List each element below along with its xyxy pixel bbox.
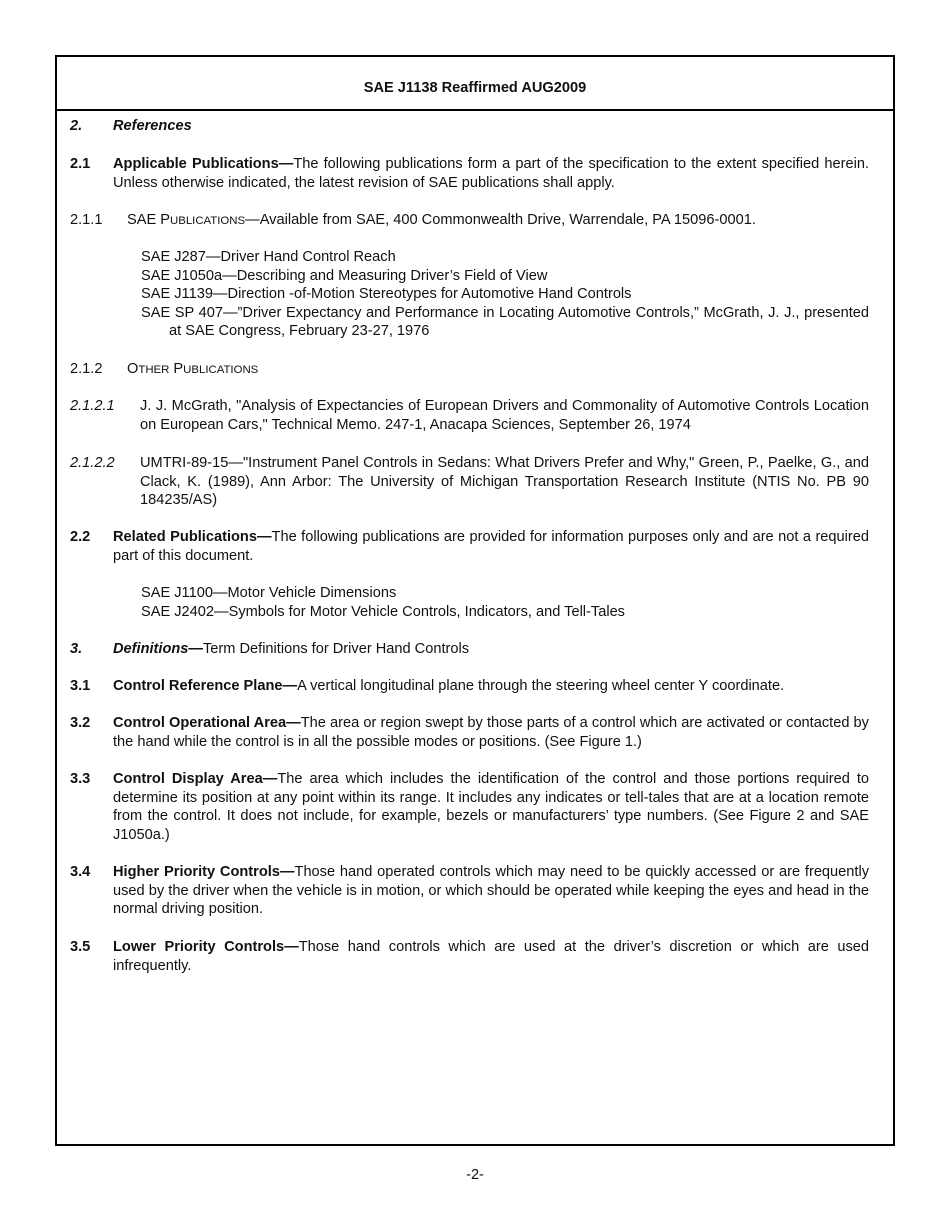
related-publications-list [141,584,869,621]
section-2-1-2-1: 2.1.2.1 J. J. McGrath, "Analysis of Expectancies of European Drivers and Commonality of Automotive Controls Location on European Cars," Technical Memo. 247-1, Anacapa Sciences, September 26, 1974 [70,398,869,433]
list-item: SAE J1139—Direction -of-Motion Stereotypes for Automotive Hand Controls [141,286,632,303]
document-title: SAE J1138 Reaffirmed AUG2009 [363,79,587,96]
list-item: SAE J287—Driver Hand Control Reach [141,249,396,265]
section-body: The area which includes the identification of the control and those portions required to determine its position at any point within its range. It includes any indicates or tell-tales that are at a location remote from the control. It does not include, for example, bezels or manufacturers’ type numbers. (See Figure 2 and SAE J1050a.) [113,771,869,843]
section-body: Term Definitions for Driver Hand Controls [203,641,470,657]
section-body: A vertical longitudinal plane through the steering wheel center Y coordinate. [297,678,785,694]
section-title: Lower Priority Controls— [113,939,299,955]
section-3-5: 3.5 Lower Priority Controls—Those hand controls which are used at the driver’s discretion or which are used infrequently. [70,939,870,974]
section-2-1-1: 2.1.1 SAE PUBLICATIONS—Available from SAE, 400 Commonwealth Drive, Warrendale, PA 15096-0001. [70,212,756,228]
section-title: Related Publications— [113,529,272,545]
section-body: —Available from SAE, 400 Commonwealth Drive, Warrendale, PA 15096-0001. [245,212,756,228]
document-header [57,57,893,111]
small-caps-cap: SAE P [127,212,170,228]
section-3-4: 3.4 Higher Priority Controls—Those hand operated controls which may need to be quickly accessed or are frequently used by the driver when the vehicle is in motion, or which should be operated while keeping the eyes and head in the normal driving position. [70,864,869,918]
section-2-1-2: 2.1.2 OTHER PUBLICATIONS [70,361,259,377]
list-item: SAE SP 407—”Driver Expectancy and Performance in Locating Automotive Controls,” McGrath, J. J., presented at SAE Congress, February 23-27, 1976 [141,304,869,340]
list-item: SAE J1050a—Describing and Measuring Driver’s Field of View [141,267,548,284]
section-2-1: 2.1 Applicable Publications—The following publications form a part of the specification to the extent specified herein. Unless otherwise indicated, the latest revision of SAE publications shall apply. [70,156,869,191]
section-3-3: 3.3 Control Display Area—The area which includes the identification of the control and those portions required to determine its position at any point within its range. It includes any indicates or tell-tales that are at a location remote from the control. It does not include, for example, bezels or manufacturers’ type numbers. (See Figure 2 and SAE J1050a.) [70,771,869,843]
section-title: Higher Priority Controls— [113,864,295,880]
section-body: Those hand operated controls which may need to be quickly accessed or are frequently used by the driver when the vehicle is in motion, or which should be operated while keeping the eyes and head in the normal driving position. [113,864,869,918]
section-body: The following publications are provided for information purposes only and are not a required part of this document. [113,529,869,564]
section-title: Applicable Publications— [113,156,294,172]
section-body: The following publications form a part of the specification to the extent specified herein. Unless otherwise indicated, the latest revision of SAE publications shall apply. [113,156,869,191]
list-item: SAE J1100—Motor Vehicle Dimensions [141,585,397,601]
section-3-1: 3.1 Control Reference Plane—A vertical longitudinal plane through the steering wheel center Y coordinate. [70,678,785,694]
section-title: Control Operational Area— [113,715,301,731]
section-2-heading: 2. References [70,118,192,134]
section-3-heading: 3. Definitions—Term Definitions for Driver Hand Controls [70,641,470,657]
sae-publications-list [141,248,869,341]
section-title: Control Reference Plane— [113,678,298,694]
section-body: The area or region swept by those parts of a control which are activated or contacted by the hand while the control is in all the possible modes or positions. (See Figure 1.) [113,715,869,750]
section-body: UMTRI-89-15—"Instrument Panel Controls in Sedans: What Drivers Prefer and Why," Green, P., Paelke, G., and Clack, K. (1989), Ann Arbor: The University of Michigan Transportation Research Institute (NTIS No. PB 90 184235/AS) [140,455,869,509]
list-item: SAE J2402—Symbols for Motor Vehicle Controls, Indicators, and Tell-Tales [141,603,625,620]
page-number: -2- [466,1167,484,1183]
page-frame [55,55,895,1146]
small-caps-rest: UBLICATIONS [170,215,246,227]
section-2-1-2-2: 2.1.2.2 UMTRI-89-15—"Instrument Panel Controls in Sedans: What Drivers Prefer and Why," Green, P., Paelke, G., and Clack, K. (1989), Ann Arbor: The University of Michigan Transportation Research Institute (NTIS No. PB 90 184235/AS) [70,455,869,509]
section-title: References [113,118,192,134]
section-3-2: 3.2 Control Operational Area—The area or region swept by those parts of a control which are activated or contacted by the hand while the control is in all the possible modes or positions. (See Figure 1.) [70,715,869,750]
section-title: Control Display Area— [113,771,278,787]
section-body: J. J. McGrath, "Analysis of Expectancies of European Drivers and Commonality of Automotive Controls Location on European Cars," Technical Memo. 247-1, Anacapa Sciences, September 26, 1974 [140,398,869,433]
section-title: Definitions— [113,641,203,657]
section-body: Those hand controls which are used at the driver’s discretion or which are used infrequently. [113,939,870,974]
section-2-2: 2.2 Related Publications—The following publications are provided for information purposes only and are not a required part of this document. [70,529,869,564]
